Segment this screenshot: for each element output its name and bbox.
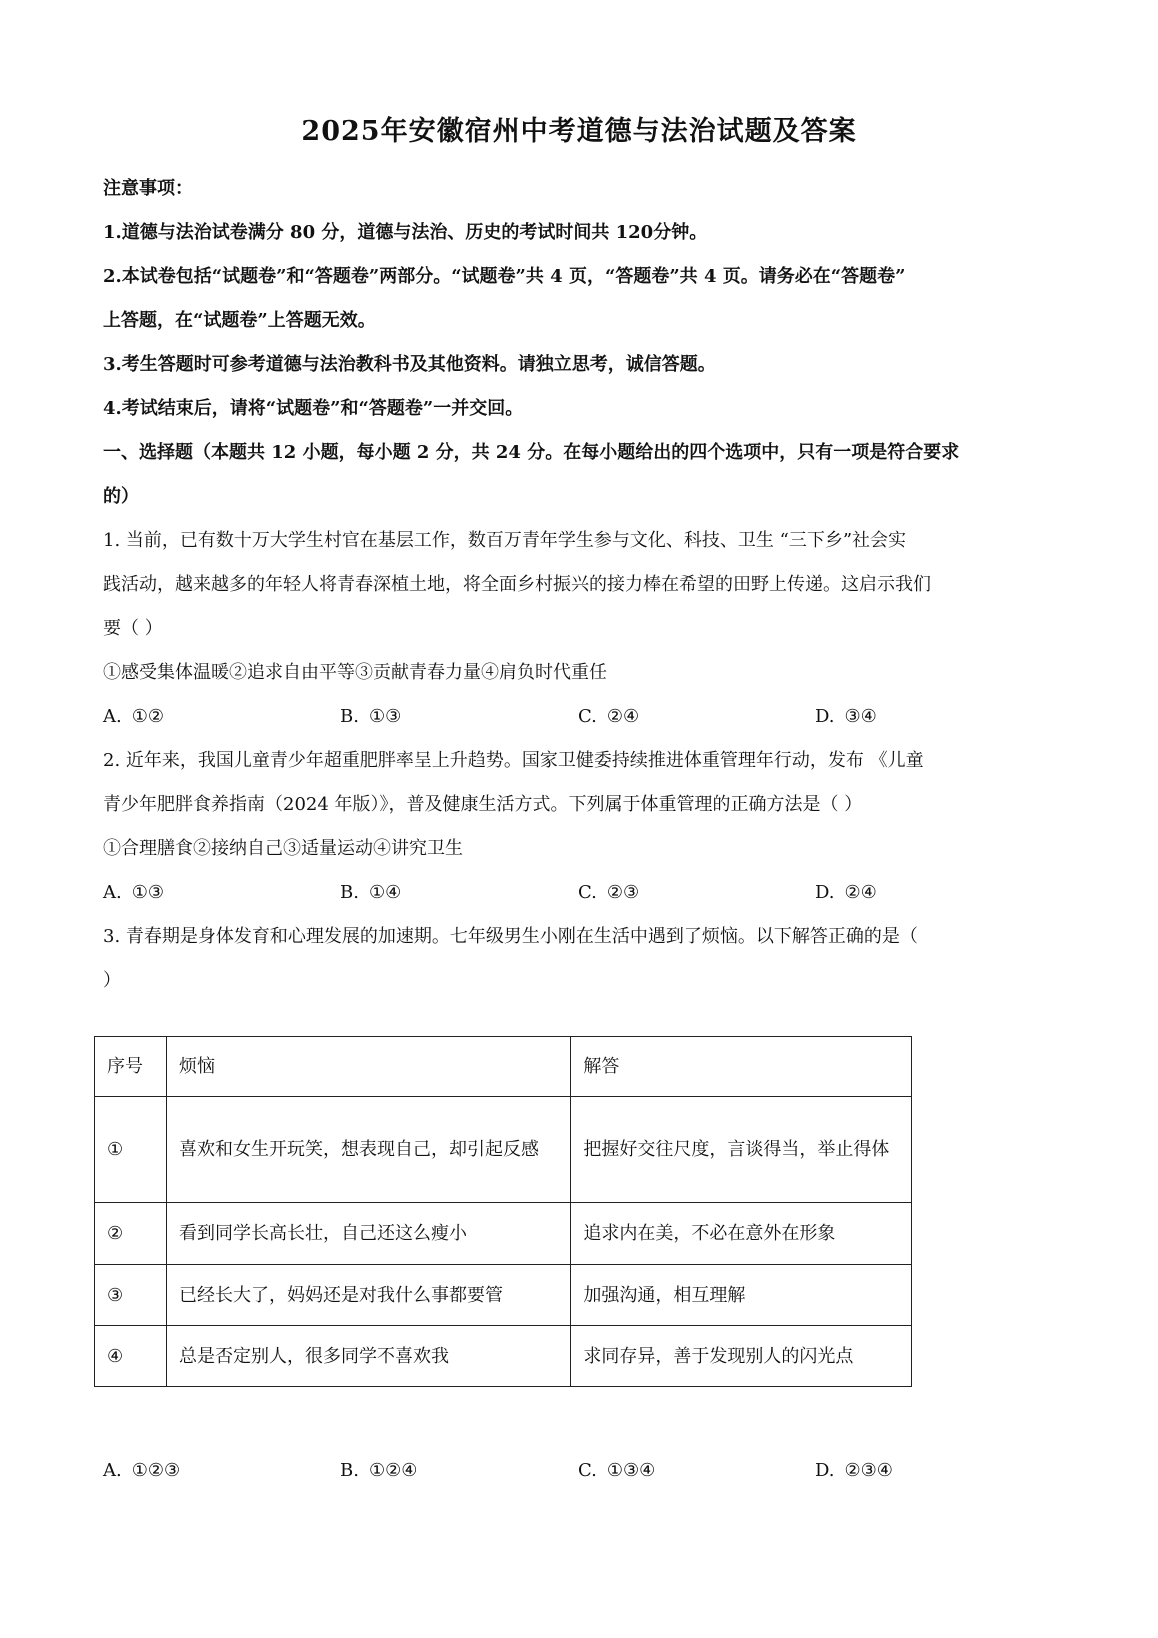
table-cell: 已经长大了，妈妈还是对我什么事都要管 (166, 1265, 570, 1326)
table-cell: ④ (95, 1326, 167, 1387)
table-cell: 把握好交往尺度，言谈得当，举止得体 (571, 1097, 912, 1203)
q1-stem: 要（ ） (103, 618, 163, 639)
table-row (95, 1265, 912, 1326)
q3-option-a[interactable]: A. ①②③ (103, 1460, 181, 1481)
q2-option-c[interactable]: C. ②③ (578, 882, 640, 903)
q2-options (103, 879, 1058, 907)
q2-option-b[interactable]: B. ①④ (340, 882, 402, 903)
table-cell: 看到同学长高长壮，自己还这么瘦小 (166, 1203, 570, 1265)
notice-heading: 注意事项： (103, 178, 193, 199)
q1-options (103, 703, 1058, 731)
table-cell: 求同存异，善于发现别人的闪光点 (571, 1326, 912, 1387)
q2-stem: 2. 近年来，我国儿童青少年超重肥胖率呈上升趋势。国家卫健委持续推进体重管理年行动，发布 《儿童 (103, 750, 924, 771)
q2-option-d[interactable]: D. ②④ (815, 882, 877, 903)
section-heading-cont: 的） (103, 486, 139, 507)
q3-table (94, 1036, 912, 1387)
table-cell: 喜欢和女生开玩笑，想表现自己，却引起反感 (166, 1097, 570, 1203)
table-header: 烦恼 (166, 1037, 570, 1097)
q2-items: ①合理膳食②接纳自己③适量运动④讲究卫生 (103, 838, 463, 859)
q1-option-a[interactable]: A. ①② (103, 706, 165, 727)
table-cell: 追求内在美，不必在意外在形象 (571, 1203, 912, 1265)
q1-stem: 践活动，越来越多的年轻人将青春深植土地，将全面乡村振兴的接力棒在希望的田野上传递。这启示我们 (103, 574, 931, 595)
q1-option-d[interactable]: D. ③④ (815, 706, 877, 727)
table-cell: ① (95, 1097, 167, 1203)
q3-option-b[interactable]: B. ①②④ (340, 1460, 418, 1481)
q3-option-c[interactable]: C. ①③④ (578, 1460, 656, 1481)
q2-stem: 青少年肥胖食养指南（2024 年版）》，普及健康生活方式。下列属于体重管理的正确方法是（ ） (103, 794, 863, 815)
notice-item: 2.本试卷包括“试题卷”和“答题卷”两部分。“试题卷”共 4 页，“答题卷”共 4 页。请务必在“答题卷” (103, 266, 906, 287)
table-row (95, 1326, 912, 1387)
table-cell: ③ (95, 1265, 167, 1326)
q3-option-d[interactable]: D. ②③④ (815, 1460, 893, 1481)
table-header-row (95, 1037, 912, 1097)
q3-stem: 3. 青春期是身体发育和心理发展的加速期。七年级男生小刚在生活中遇到了烦恼。以下解答正确的是（ (103, 926, 918, 947)
table-header: 序号 (95, 1037, 167, 1097)
section-heading: 一、选择题（本题共 12 小题，每小题 2 分，共 24 分。在每小题给出的四个选项中，只有一项是符合要求 (103, 442, 960, 463)
notice-item: 3.考生答题时可参考道德与法治教科书及其他资料。请独立思考，诚信答题。 (103, 354, 716, 375)
notice-item: 1.道德与法治试卷满分 80 分，道德与法治、历史的考试时间共 120分钟。 (103, 222, 708, 243)
page-title: 2025年安徽宿州中考道德与法治试题及答案 (301, 116, 857, 147)
q3-stem: ） (103, 970, 121, 991)
notice-item: 上答题，在“试题卷”上答题无效。 (103, 310, 376, 331)
table-header: 解答 (571, 1037, 912, 1097)
table-cell: ② (95, 1203, 167, 1265)
notice-item: 4.考试结束后，请将“试题卷”和“答题卷”一并交回。 (103, 398, 524, 419)
table-row (95, 1203, 912, 1265)
q2-option-a[interactable]: A. ①③ (103, 882, 165, 903)
q1-items: ①感受集体温暖②追求自由平等③贡献青春力量④肩负时代重任 (103, 662, 607, 683)
q3-options (103, 1457, 1058, 1485)
table-cell: 加强沟通，相互理解 (571, 1265, 912, 1326)
q1-stem: 1. 当前，已有数十万大学生村官在基层工作，数百万青年学生参与文化、科技、卫生 “三下乡”社会实 (103, 530, 907, 551)
table-row (95, 1097, 912, 1203)
q1-option-c[interactable]: C. ②④ (578, 706, 640, 727)
table-cell: 总是否定别人，很多同学不喜欢我 (166, 1326, 570, 1387)
q1-option-b[interactable]: B. ①③ (340, 706, 402, 727)
